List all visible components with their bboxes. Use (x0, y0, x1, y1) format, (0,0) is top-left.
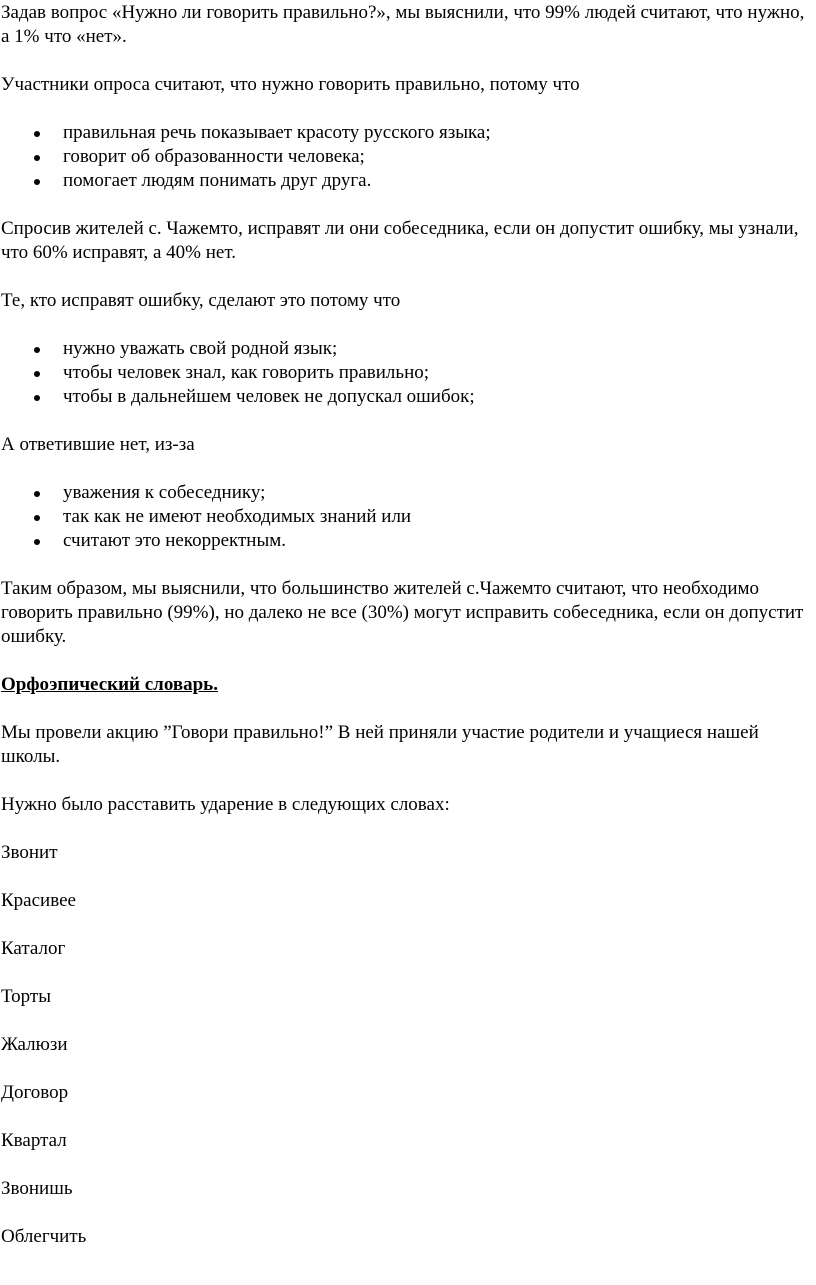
section-heading: Орфоэпический словарь. (1, 674, 218, 695)
list-item: правильная речь показывает красоту русского языка; (1, 121, 811, 145)
bullet-icon (34, 179, 40, 185)
word-item: Торты (1, 986, 51, 1007)
bullet-icon (34, 515, 40, 521)
bullet-icon (34, 155, 40, 161)
reasons-correct-list (1, 121, 811, 193)
reasons-not-fix-list (1, 481, 811, 553)
list-item: уважения к собеседнику; (1, 481, 811, 505)
word-item: Жалюзи (1, 1034, 68, 1055)
word-item: Квартал (1, 1130, 67, 1151)
bullet-icon (34, 347, 40, 353)
no-answer-intro: А ответившие нет, из-за (1, 434, 195, 455)
conclusion-paragraph: Таким образом, мы выяснили, что большинство жителей с.Чажемто считают, что необходимо говорить правильно (99%), но далеко не все (30%) могут исправить собеседника, если он допустит ошибку. (1, 578, 804, 647)
list-item: помогает людям понимать друг друга. (1, 169, 811, 193)
word-item: Звонишь (1, 1178, 73, 1199)
correction-reasons-intro: Те, кто исправят ошибку, сделают это потому что (1, 290, 401, 311)
word-item: Звонит (1, 842, 58, 863)
bullet-icon (34, 131, 40, 137)
list-item: чтобы человек знал, как говорить правильно; (1, 361, 811, 385)
word-item: Договор (1, 1082, 69, 1103)
task-paragraph: Нужно было расставить ударение в следующих словах: (1, 794, 450, 815)
word-item: Облегчить (1, 1226, 87, 1247)
bullet-icon (34, 395, 40, 401)
list-item: так как не имеют необходимых знаний или (1, 505, 811, 529)
bullet-icon (34, 371, 40, 377)
correction-survey-paragraph: Спросив жителей с. Чажемто, исправят ли они собеседника, если он допустит ошибку, мы узнали, что 60% исправят, а 40% нет. (1, 218, 799, 263)
list-item: говорит об образованности человека; (1, 145, 811, 169)
list-item: нужно уважать свой родной язык; (1, 337, 811, 361)
word-item: Каталог (1, 938, 66, 959)
list-item: чтобы в дальнейшем человек не допускал ошибок; (1, 385, 811, 409)
reasons-intro-paragraph: Участники опроса считают, что нужно говорить правильно, потому что (1, 74, 580, 95)
bullet-icon (34, 539, 40, 545)
bullet-icon (34, 491, 40, 497)
list-item: считают это некорректным. (1, 529, 811, 553)
campaign-paragraph: Мы провели акцию ”Говори правильно!” В ней приняли участие родители и учащиеся нашей школы. (1, 722, 759, 767)
reasons-fix-list (1, 337, 811, 409)
survey-intro-paragraph: Задав вопрос «Нужно ли говорить правильно?», мы выяснили, что 99% людей считают, что нужно, а 1% что «нет». (1, 2, 805, 47)
word-item: Красивее (1, 890, 76, 911)
